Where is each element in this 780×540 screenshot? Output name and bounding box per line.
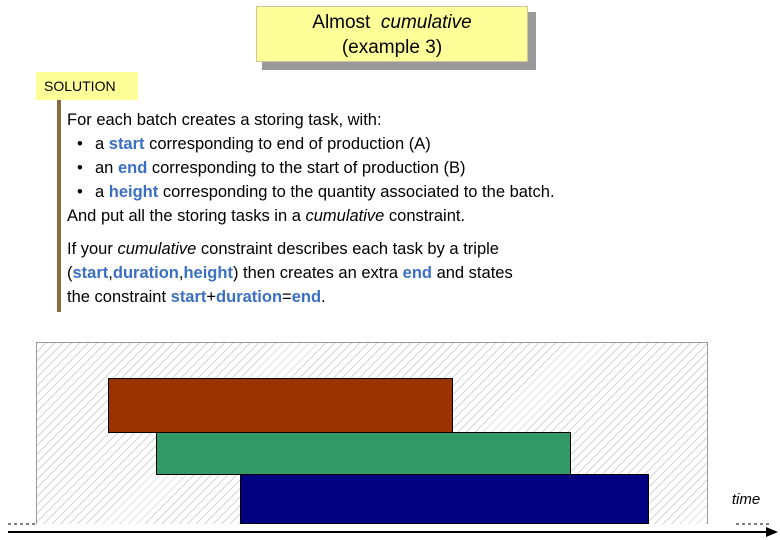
p2-text: =: [282, 288, 292, 306]
keyword-height: height: [108, 183, 159, 201]
bullet-height: [67, 180, 555, 204]
bullet-text: corresponding to end of production (A): [144, 135, 431, 153]
bullet-text: a: [95, 183, 109, 201]
bullet-text: an: [95, 159, 118, 177]
p2-text: (: [67, 264, 73, 282]
triple-paragraph: [67, 237, 513, 309]
time-axis: [0, 516, 780, 540]
solution-label: SOLUTION: [36, 72, 138, 100]
keyword-start: start: [72, 264, 109, 282]
para2-line-1: [67, 237, 513, 261]
outro-text: And put all the storing tasks in a: [67, 207, 306, 225]
bullet-glyph: •: [77, 135, 83, 153]
p2-text: .: [321, 288, 326, 306]
p2-text: ) then creates an extra: [232, 264, 403, 282]
bullet-text: a: [95, 135, 109, 153]
keyword-end: end: [291, 288, 322, 306]
title-italic: cumulative: [380, 12, 472, 33]
title-line-1: [257, 10, 527, 35]
keyword-start: start: [108, 135, 145, 153]
bullet-start: [67, 132, 555, 156]
para1-intro: For each batch creates a storing task, with:: [67, 111, 382, 129]
bullet-text: corresponding to the quantity associated to the batch.: [158, 183, 555, 201]
bullet-text: corresponding to the start of production (B): [147, 159, 466, 177]
title-plain: Almost: [312, 12, 371, 33]
bullet-glyph: •: [77, 183, 83, 201]
para2-line-3: [67, 285, 513, 309]
keyword-end: end: [402, 264, 432, 282]
title-line-2: (example 3): [341, 37, 443, 58]
side-bar: [57, 100, 61, 312]
p2-text: ,: [178, 264, 184, 282]
bullet-glyph: •: [77, 159, 83, 177]
p2-text: +: [206, 288, 217, 306]
outro-text: constraint.: [384, 207, 466, 225]
keyword-start: start: [170, 288, 207, 306]
p2-italic: cumulative: [117, 240, 197, 258]
p2-text: constraint describes each task by a triple: [196, 240, 499, 258]
keyword-height: height: [183, 264, 233, 282]
para2-line-2: [67, 261, 513, 285]
time-axis-label: time: [720, 488, 772, 512]
slide-title: [256, 6, 528, 62]
storing-task-2: [156, 432, 571, 475]
keyword-end: end: [117, 159, 148, 177]
outro-italic: cumulative: [305, 207, 385, 225]
bullet-end: [67, 156, 555, 180]
keyword-duration: duration: [216, 288, 283, 306]
p2-text: the constraint: [67, 288, 171, 306]
solution-paragraph: [67, 108, 555, 228]
p2-text: ,: [108, 264, 113, 282]
keyword-duration: duration: [112, 264, 179, 282]
p2-text: If your: [67, 240, 118, 258]
storing-task-1: [108, 378, 453, 433]
axis-arrowhead: [766, 527, 778, 537]
para1-outro: [67, 204, 555, 228]
p2-text: and states: [431, 264, 513, 282]
